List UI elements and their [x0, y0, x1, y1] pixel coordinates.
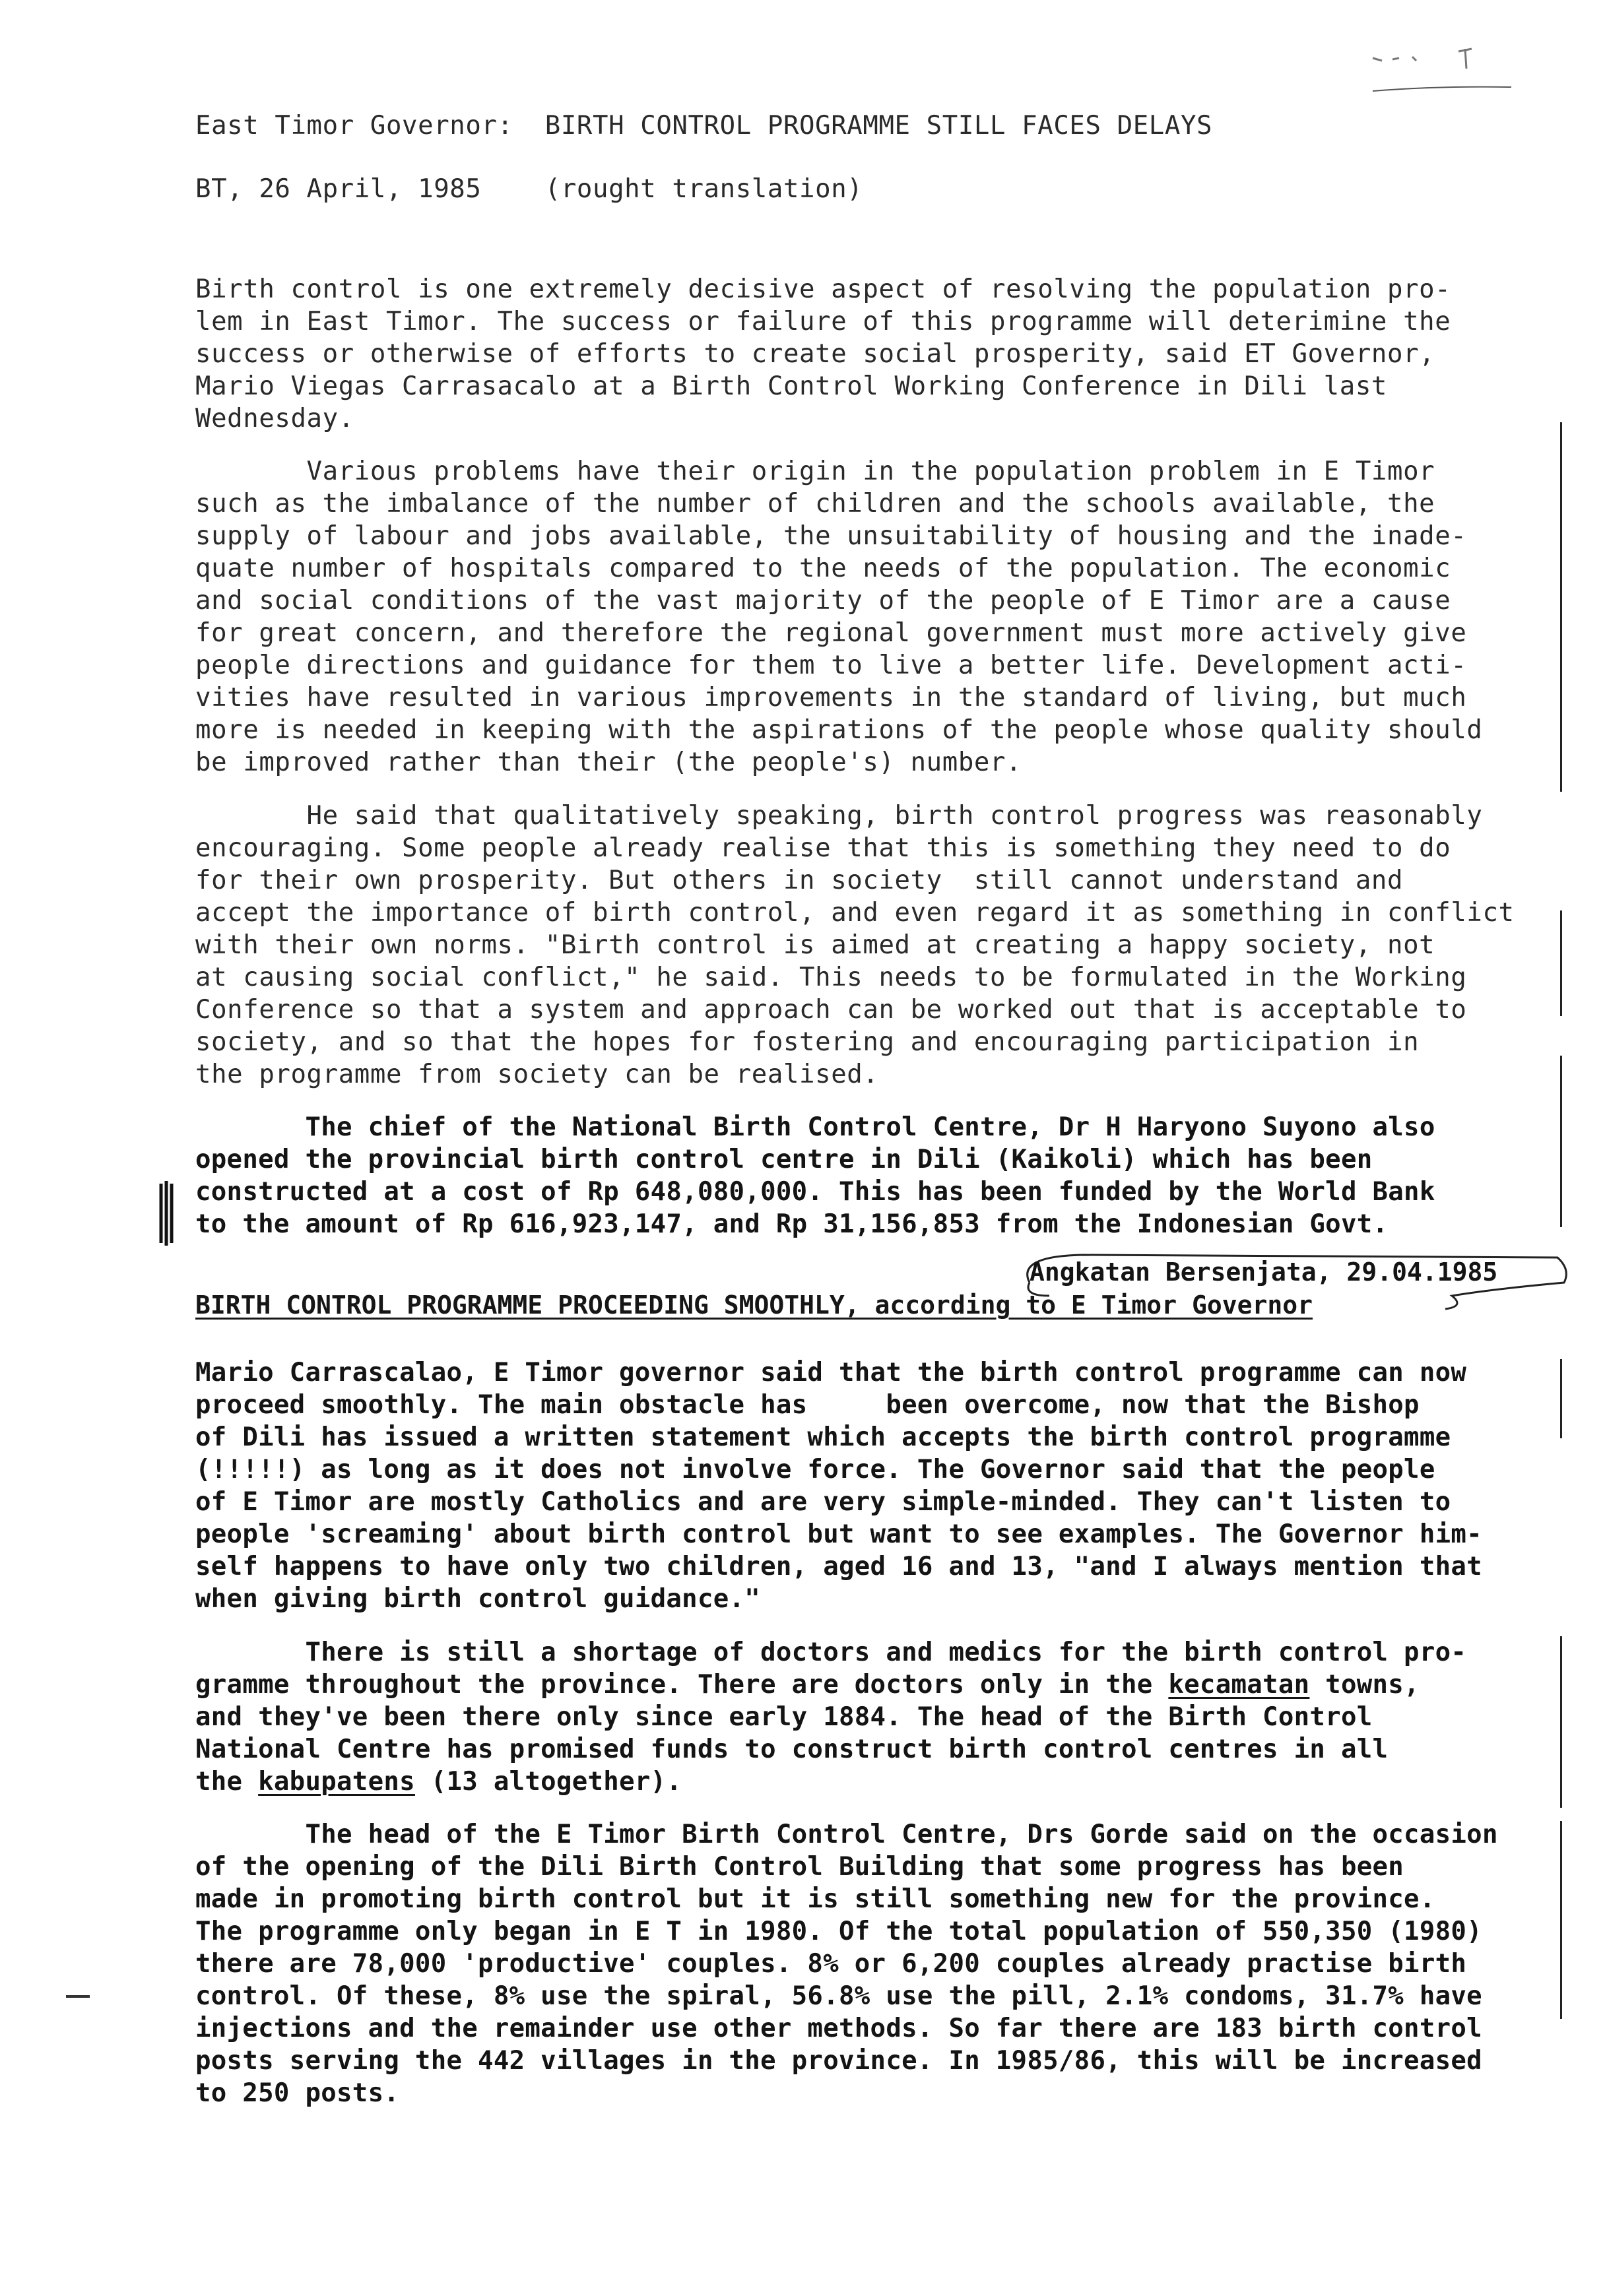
article1-p2-line: for great concern, and therefore the regional government must more actively give: [195, 618, 1467, 648]
underlined-term: kabupatens: [258, 1767, 415, 1797]
article1-p2-line: and social conditions of the vast majority of the people of E Timor are a cause: [195, 586, 1451, 616]
article1-p3-line: society, and so that the hopes for fostering and encouraging participation in: [195, 1027, 1420, 1057]
article1-p1-line: Birth control is one extremely decisive aspect of resolving the population pro-: [195, 274, 1451, 304]
article1-p3-line: He said that qualitatively speaking, birth control progress was reasonably: [195, 801, 1483, 831]
article1-p3-line: with their own norms. "Birth control is aimed at creating a happy society, not: [195, 930, 1435, 960]
article1-p2-line: Various problems have their origin in the population problem in E Timor: [195, 457, 1435, 486]
article1-p1-line: Mario Viegas Carrasacalo at a Birth Control Working Conference in Dili last: [195, 371, 1387, 401]
article2-p3-line: posts serving the 442 villages in the province. In 1985/86, this will be increased: [195, 2046, 1482, 2076]
article2-p2-line: There is still a shortage of doctors and medics for the birth control pro-: [195, 1638, 1467, 1667]
article2-p3-line: The programme only began in E T in 1980. Of the total population of 550,350 (1980): [195, 1917, 1482, 1946]
text-span: (13 altogether).: [414, 1767, 682, 1797]
article2-p3-line: control. Of these, 8% use the spiral, 56.8% use the pill, 2.1% condoms, 31.7% have: [195, 1981, 1482, 2011]
margin-rule: [1560, 1359, 1562, 1438]
article1-p2-line: people directions and guidance for them to live a better life. Development acti-: [195, 651, 1467, 680]
text-span: the: [195, 1767, 259, 1797]
article1-p1-line: Wednesday.: [195, 404, 354, 433]
document-dateline: BT, 26 April, 1985 (rought translation): [195, 174, 863, 204]
article2-p3-line: injections and the remainder use other methods. So far there are 183 birth control: [195, 2014, 1482, 2043]
margin-rule: [1560, 1636, 1562, 1808]
article2-p3-line: The head of the E Timor Birth Control Centre, Drs Gorde said on the occasion: [195, 1820, 1498, 1849]
handwritten-mark-icon: [1359, 40, 1518, 106]
margin-dash: [66, 1995, 90, 1998]
article1-p3-line: accept the importance of birth control, and even regard it as something in conflict: [195, 898, 1515, 928]
margin-mark-icon: [156, 1177, 182, 1250]
article2-p1-line: when giving birth control guidance.": [195, 1584, 761, 1614]
article1-p4-line: to the amount of Rp 616,923,147, and Rp 31,156,853 from the Indonesian Govt.: [195, 1209, 1389, 1239]
article2-p1-line: (!!!!!) as long as it does not involve force. The Governor said that the people: [195, 1455, 1435, 1484]
margin-rule: [1560, 422, 1562, 792]
margin-rule: [1560, 910, 1562, 1016]
article1-p3-line: Conference so that a system and approach can be worked out that is acceptable to: [195, 995, 1467, 1025]
article1-p3-line: for their own prosperity. But others in society still cannot understand and: [195, 866, 1404, 895]
article2-p2-line: [195, 1669, 1420, 1701]
article2-p1-line: people 'screaming' about birth control but want to see examples. The Governor him-: [195, 1519, 1482, 1549]
article2-p1-line: of E Timor are mostly Catholics and are very simple-minded. They can't listen to: [195, 1487, 1451, 1517]
article1-p1-line: success or otherwise of efforts to create social prosperity, said ET Governor,: [195, 339, 1435, 369]
article1-p2-line: more is needed in keeping with the aspirations of the people whose quality should: [195, 715, 1483, 745]
article1-p2-line: quate number of hospitals compared to the needs of the population. The economic: [195, 554, 1451, 583]
underlined-term: kecamatan: [1168, 1670, 1310, 1700]
article2-p1-line: of Dili has issued a written statement which accepts the birth control programme: [195, 1422, 1451, 1452]
source-citation: Angkatan Bersenjata, 29.04.1985: [1030, 1258, 1498, 1287]
article1-p2-line: be improved rather than their (the people's) number.: [195, 748, 1022, 777]
article2-p3-line: of the opening of the Dili Birth Control Building that some progress has been: [195, 1852, 1404, 1882]
article1-p4-line: The chief of the National Birth Control Centre, Dr H Haryono Suyono also: [195, 1112, 1435, 1142]
article2-p3-line: made in promoting birth control but it is still something new for the province.: [195, 1884, 1435, 1914]
article1-p2-line: vities have resulted in various improvements in the standard of living, but much: [195, 683, 1467, 713]
article1-p4-line: constructed at a cost of Rp 648,080,000. This has been funded by the World Bank: [195, 1177, 1435, 1207]
article2-p1-line: proceed smoothly. The main obstacle has been overcome, now that the Bishop: [195, 1390, 1420, 1420]
article1-p4-line: opened the provincial birth control centre in Dili (Kaikoli) which has been: [195, 1145, 1373, 1174]
article2-p2-line: [195, 1766, 682, 1798]
text-span: gramme throughout the province. There are doctors only in the: [195, 1670, 1169, 1700]
article2-p2-line: and they've been there only since early 1884. The head of the Birth Control: [195, 1702, 1373, 1732]
article1-p2-line: such as the imbalance of the number of children and the schools available, the: [195, 489, 1435, 519]
article1-p1-line: lem in East Timor. The success or failure of this programme will deterimine the: [195, 307, 1451, 336]
article2-p2-line: National Centre has promised funds to construct birth control centres in all: [195, 1735, 1389, 1764]
article1-p3-line: the programme from society can be realised.: [195, 1060, 879, 1089]
text-span: towns,: [1309, 1670, 1420, 1700]
article1-p3-line: encouraging. Some people already realise that this is something they need to do: [195, 833, 1451, 863]
article2-p1-line: Mario Carrascalao, E Timor governor said that the birth control programme can now: [195, 1358, 1467, 1387]
margin-rule: [1560, 1056, 1562, 1227]
article2-p3-line: there are 78,000 'productive' couples. 8% or 6,200 couples already practise birth: [195, 1949, 1467, 1979]
margin-rule: [1560, 1821, 1562, 2019]
article1-p3-line: at causing social conflict," he said. This needs to be formulated in the Working: [195, 963, 1467, 992]
document-title: East Timor Governor: BIRTH CONTROL PROGRAMME STILL FACES DELAYS: [195, 111, 1213, 141]
article1-p2-line: supply of labour and jobs available, the unsuitability of housing and the inade-: [195, 521, 1467, 551]
article2-heading: BIRTH CONTROL PROGRAMME PROCEEDING SMOOTHLY, according to E Timor Governor: [195, 1291, 1313, 1320]
article2-p1-line: self happens to have only two children, aged 16 and 13, "and I always mention that: [195, 1552, 1482, 1581]
article2-p3-line: to 250 posts.: [195, 2078, 400, 2108]
